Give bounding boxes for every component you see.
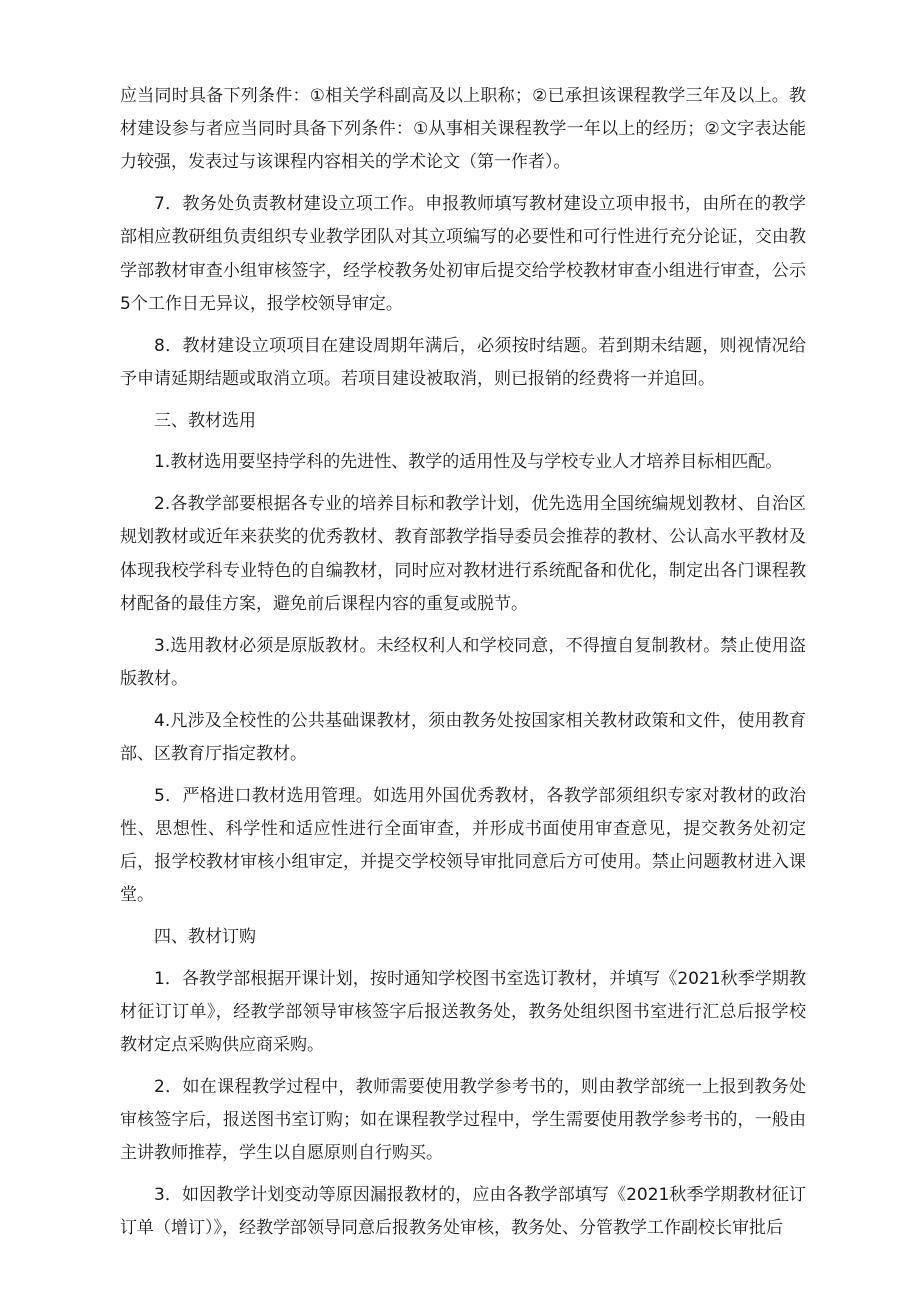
paragraph-conditions: 应当同时具备下列条件：①相关学科副高及以上职称；②已承担该课程教学三年及以上。教材建设参与者应当同时具备下列条件：①从事相关课程教学一年以上的经历；②文字表达能力较强，发表过与该课程内容相关的学术论文（第一作者）。	[120, 86, 806, 173]
paragraph-selection-1: 1.教材选用要坚持学科的先进性、教学的适用性及与学校专业人才培养目标相匹配。	[154, 452, 783, 473]
paragraph-selection-2: 2.各教学部要根据各专业的培养目标和教学计划，优先选用全国统编规划教材、自治区规划教材或近年来获奖的优秀教材、教育部教学指导委员会推荐的教材、公认高水平教材及体现我校学科专业特色的自编教材，同时应对教材进行系统配备和优化，制定出各门课程教材配备的最佳方案，避免前后课程内容的重复或脱节。	[120, 494, 806, 614]
paragraph-selection-5: 5．严格进口教材选用管理。如选用外国优秀教材，各教学部须组织专家对教材的政治性、思想性、科学性和适应性进行全面审查，并形成书面使用审查意见，提交教务处初定后，报学校教材审核小组审定，并提交学校领导审批同意后方可使用。禁止问题教材进入课堂。	[120, 785, 806, 906]
paragraph-ordering-2: 2．如在课程教学过程中，教师需要使用教学参考书的，则由教学部统一上报到教务处审核签字后，报送图书室订购；如在课程教学过程中，学生需要使用教学参考书的，一般由主讲教师推荐，学生以自愿原则自行购买。	[120, 1077, 806, 1164]
section-heading-textbook-ordering: 四、教材订购	[154, 927, 256, 948]
section-heading-textbook-selection: 三、教材选用	[154, 410, 256, 431]
document-page	[120, 80, 806, 1254]
paragraph-item-8: 8．教材建设立项项目在建设周期年满后，必须按时结题。若到期未结题，则视情况给予申请延期结题或取消立项。若项目建设被取消，则已报销的经费将一并追回。	[120, 335, 806, 389]
paragraph-ordering-1: 1．各教学部根据开课计划，按时通知学校图书室选订教材，并填写《2021秋季学期教材征订订单》，经教学部领导审核签字后报送教务处，教务处组织图书室进行汇总后报学校教材定点采购供应商采购。	[120, 968, 806, 1056]
paragraph-selection-3: 3.选用教材必须是原版教材。未经权利人和学校同意，不得擅自复制教材。禁止使用盗版教材。	[120, 635, 806, 689]
paragraph-item-7: 7．教务处负责教材建设立项工作。申报教师填写教材建设立项申报书，由所在的教学部相应教研组负责组织专业教学团队对其立项编写的必要性和可行性进行充分论证，交由教学部教材审查小组审核签字，经学校教务处初审后提交给学校教材审查小组进行审查，公示5个工作日无异议，报学校领导审定。	[120, 194, 806, 314]
paragraph-ordering-3: 3．如因教学计划变动等原因漏报教材的，应由各教学部填写《2021秋季学期教材征订订单（增订）》，经教学部领导同意后报教务处审核，教务处、分管教学工作副校长审批后	[120, 1185, 806, 1239]
paragraph-selection-4: 4.凡涉及全校性的公共基础课教材，须由教务处按国家相关教材政策和文件，使用教育部、区教育厅指定教材。	[120, 710, 806, 764]
